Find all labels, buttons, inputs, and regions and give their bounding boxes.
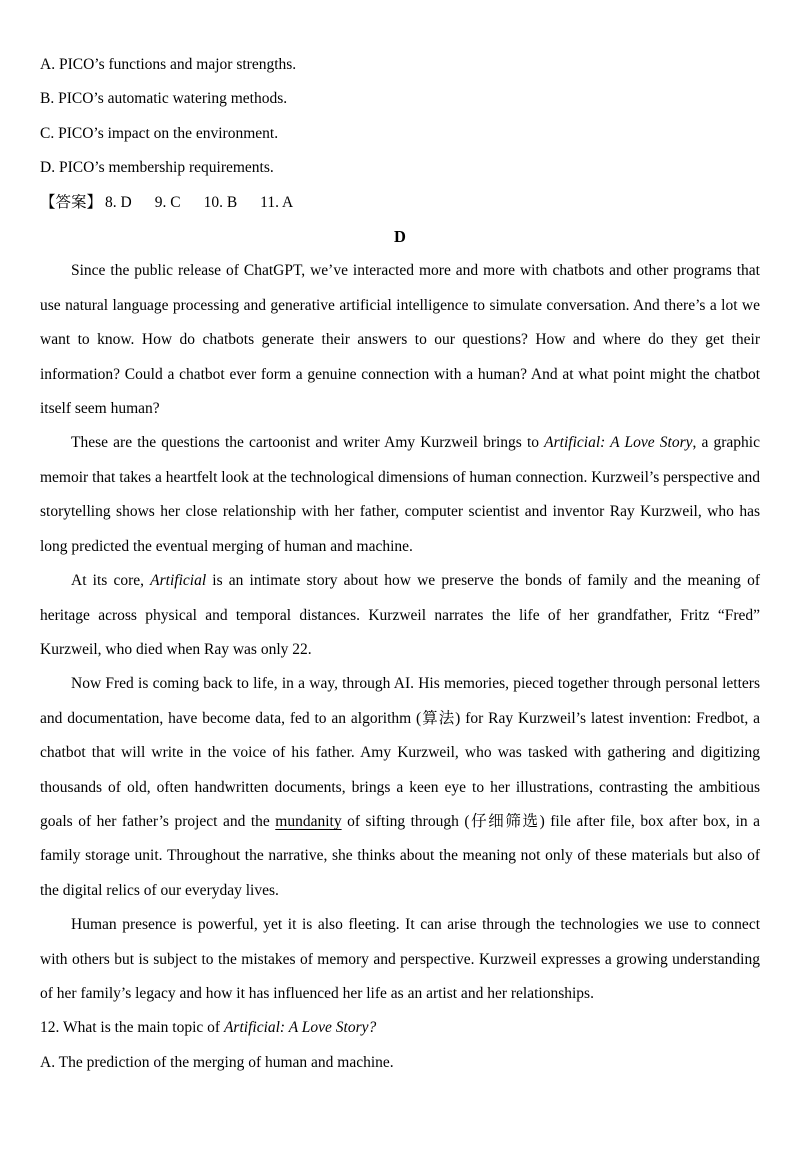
question-text: 12. What is the main topic of — [40, 1019, 224, 1037]
passage-paragraph-3 — [40, 564, 760, 667]
passage-paragraph-4 — [40, 667, 760, 908]
answer-key-item-11: 11. A — [260, 193, 294, 211]
book-title: Artificial — [150, 572, 207, 590]
paragraph-text: of sifting through (仔细筛选) file after file, box after box, in a family storage unit. Throughout the narrative, she thinks about the meaning not only of these materials but also of the digital relics of our everyday lives. — [40, 812, 760, 899]
prev-question-option-d: D. PICO’s membership requirements. — [40, 159, 274, 177]
answer-key-item-8: 8. D — [105, 193, 132, 211]
answer-key-marker: 【答案】 — [40, 193, 103, 211]
passage-paragraph-2 — [40, 426, 760, 564]
paragraph-text: These are the questions the cartoonist and writer Amy Kurzweil brings to — [71, 434, 545, 452]
answer-key-line — [40, 186, 760, 220]
prev-question-option-a: A. PICO’s functions and major strengths. — [40, 56, 297, 73]
prev-question-option-c: C. PICO’s impact on the environment. — [40, 124, 279, 142]
paragraph-text: , a graphic memoir that takes a heartfelt look at the technological dimensions of human connection. Kurzweil’s perspective and storytelling shows her close relationship with her father, computer scientist and inventor Ray Kurzweil, who has long predicted the eventual merging of human and machine. — [40, 434, 760, 555]
passage-paragraph-1: Since the public release of ChatGPT, we’ve interacted more and more with chatbots and other programs that use natural language processing and generative artificial intelligence to simulate conversation. And there’s a lot we want to know. How do chatbots generate their answers to our questions? How and where do they get their information? Could a chatbot ever form a genuine connection with a human? And at what point might the chatbot itself seem human? — [40, 262, 760, 418]
question-12-line — [40, 1011, 760, 1045]
prev-question-option-b: B. PICO’s automatic watering methods. — [40, 90, 288, 108]
section-heading-d: D — [394, 227, 406, 247]
answer-key-item-9: 9. C — [154, 193, 181, 211]
book-title: Artificial: A Love Story? — [223, 1019, 377, 1037]
paragraph-text: At its core, — [71, 572, 151, 590]
answer-key-item-10: 10. B — [203, 193, 238, 211]
question-12-option-a: A. The prediction of the merging of human and machine. — [40, 1053, 394, 1071]
underlined-word: mundanity — [275, 812, 342, 830]
passage-paragraph-5: Human presence is powerful, yet it is also fleeting. It can arise through the technologies we use to connect with others but is subject to the mistakes of memory and perspective. Kurzweil expresses a growing understanding of her family’s legacy and how it has influenced her life as an artist and her relationships. — [40, 916, 760, 1002]
paragraph-text: is an intimate story about how we preserve the bonds of family and the meaning of heritage across physical and temporal distances. Kurzweil narrates the life of her grandfather, Fritz “Fred” Kurzweil, who died when Ray was only 22. — [40, 572, 760, 658]
book-title: Artificial: A Love Story — [544, 434, 693, 452]
paragraph-text: Now Fred is coming back to life, in a way, through AI. His memories, pieced together through personal letters and documentation, have become data, fed to an algorithm (算法) for Ray Kurzweil’s latest invention: Fredbot, a chatbot that will write in the voice of his father. Amy Kurzweil, who was tasked with gathering and digitizing thousands of old, often handwritten documents, brings a keen eye to her illustrations, contrasting the ambitious goals of her father’s project and the — [40, 675, 760, 830]
